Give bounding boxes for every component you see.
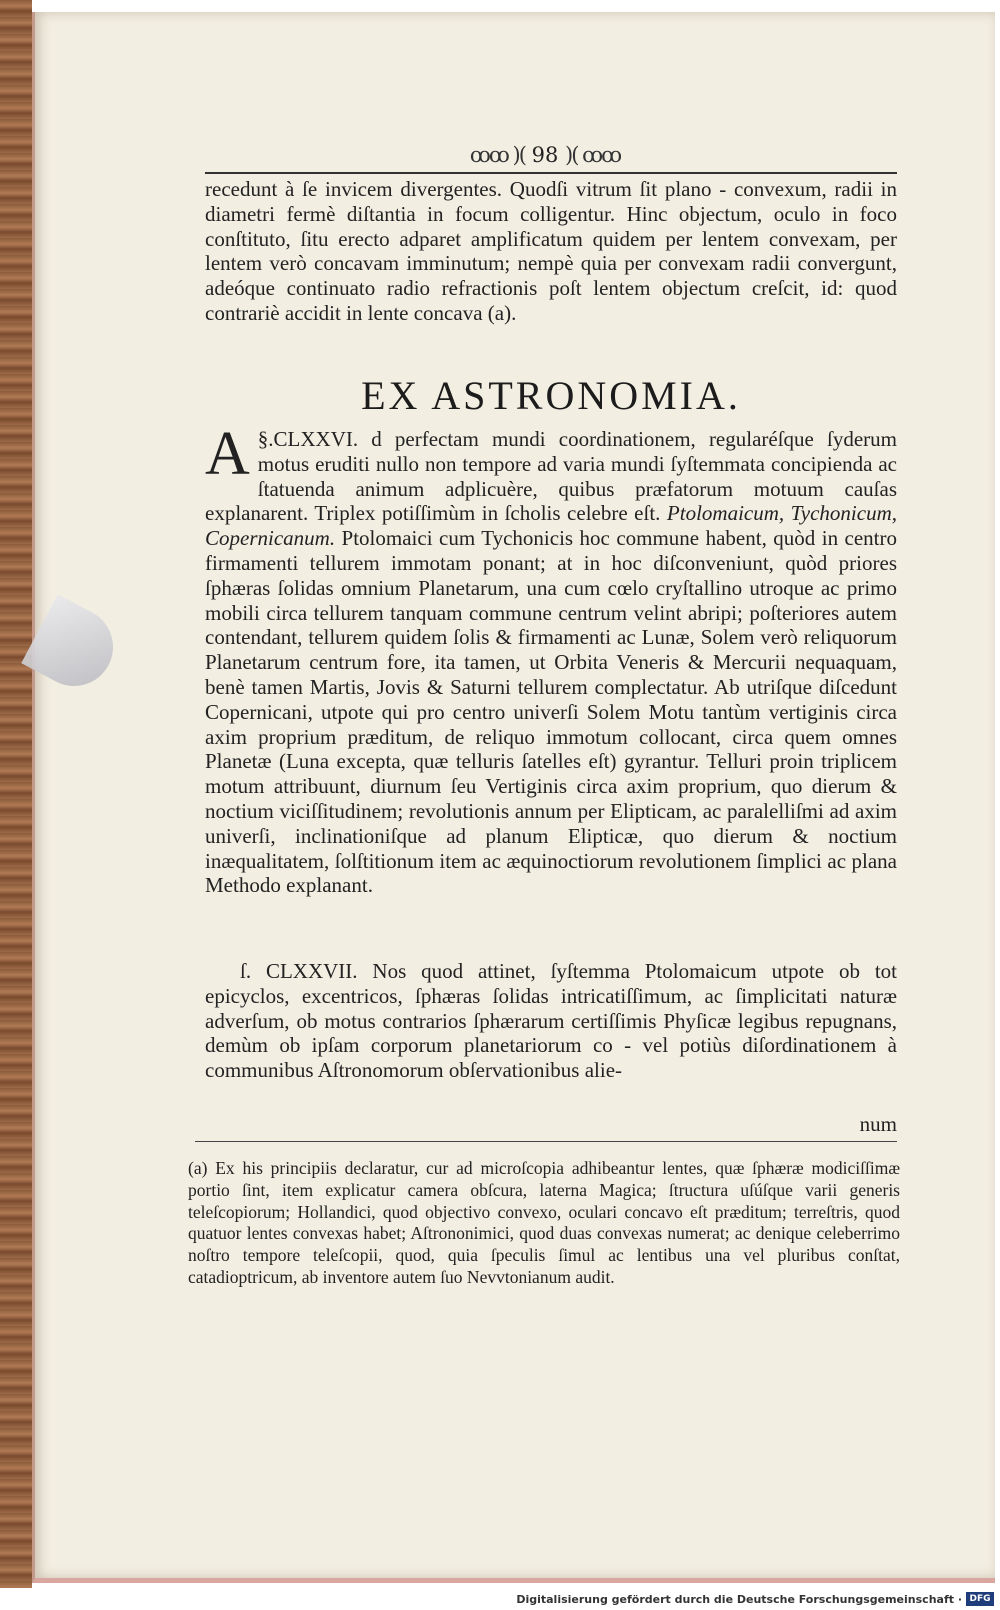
- dropcap-letter: A: [205, 420, 250, 488]
- digitization-credit: Digitalisierung gefördert durch die Deutsche Forschungsgemeinschaft ·: [516, 1593, 962, 1606]
- intro-text: recedunt à ſe invicem divergentes. Quodſi vitrum ſit plano - convexum, radii in diametri fermè diſtantia in focum colligentur. Hinc objectum, oculo in foco conſtituto, ſitu erecto adparet amplificatum quidem per lentem convexam, per lentem verò concavam imminutum; nempè quia per convexam radii convergunt, adeóque continuato radio refractionis poſt lentem objectum creſcit, id: quod contrariè accidit in lente concava (a).: [205, 177, 897, 325]
- page-clip: [21, 594, 126, 699]
- footnote-rule: [195, 1141, 897, 1142]
- intro-paragraph: [205, 177, 897, 326]
- dfg-logo-icon: DFG: [966, 1592, 994, 1606]
- section-177: [205, 959, 897, 1083]
- ornament-left-icon: ꝏꝏ )(: [469, 143, 525, 167]
- section-title: EX ASTRONOMIA.: [361, 373, 741, 418]
- header-rule: [205, 172, 897, 174]
- ornament-right-icon: )( ꝏꝏ: [565, 143, 621, 167]
- section-176-text-2: Ptolomaici cum Tychonicis hoc commune habent, quòd in centro firmamenti tellurem immotam ponant; at in hoc diſconveniunt, quòd priores ſphæras ſolidas omnium Planetarum, una cum cœlo cryſtallino utroque ac primo mobili circa tellurem tanquam commune centrum velint abripi; poſteriores autem contendant, tellurem quidem ſolis & firmamenti ac Lunæ, Solem verò reliquorum Planetarum centrum fore, ita tamen, ut Orbita Veneris & Mercurii nequaquam, benè tamen Martis, Jovis & Saturni tellurem complectatur. Ab utriſque diſcedunt Copernicani, utpote qui pro centro univerſi Solem Motu tantùm vertiginis circa axim proprium præditum, de reliquo immotum collocant, circa quem omnes Planetæ (Luna excepta, quæ telluris ſatelles eſt) gyrantur. Telluri proin triplicem motum attribuunt, diurnum ſeu Vertiginis circa axim proprium, quo dierum & noctium viciſſitudinem; revolutionis annum per Elipticam, ac paralelliſmi ad axim univerſi, inclinationiſque ad planum Elipticæ, quo dierum & noctium inæqualitatem, ſolſtitionum item ac æquinoctiorum revolutionem ſimplici ac plana Methodo explanant.: [205, 526, 898, 898]
- book-binding-edge: [0, 0, 32, 1588]
- section-177-label: ſ. CLXXVII.: [240, 959, 358, 983]
- section-176-text-1: d perfectam mundi coordinationem, regularéſque ſyderum motus eruditi nullo non tempore ad varia mundi ſyſtemmata concipienda ac ſtatuenda animum adplicuère, quibus præfatorum motuum cauſas explanarent. Triplex potiſſimùm in ſcholis celebre eſt.: [205, 427, 897, 526]
- running-header: [395, 143, 695, 171]
- catchword: num: [859, 1112, 897, 1136]
- footnote: (a) Ex his principiis declaratur, cur ad microſcopia adhibeantur lentes, quæ ſphæræ modiciſſimæ portio ſint, item explicatur camera obſcura, laterna Magica; ſtructura uſúſque varii generis teleſcopiorum; Hollandici, quod objectivo convexo, oculari concavo eſt præditum; terreſtris, quod quatuor lentes convexas habet; Aſtrononimici, quod duas convexas numerat; ac denique celeberrimo noſtro tempore teleſcopii, quod, quia ſpeculis ſimul ac lentibus una vel pluribus conſtat, catadioptricum, ab inventore autem ſuo Nevvtonianum audit.: [188, 1158, 900, 1287]
- page-number: 98: [531, 143, 559, 167]
- section-177-text: Nos quod attinet, ſyſtemma Ptolomaicum utpote ob tot epicyclos, excentricos, ſphæras ſolidas intricatiſſimum, ac ſimplicitati naturæ adverſum, ob motus contrarios ſphærarum certiſſimis Phyſicæ legibus repugnans, demùm ob ipſam corporum planetariorum co - vel potiùs diſordinationem à communibus Aſtronomorum obſervationibus alie-: [205, 959, 898, 1083]
- section-176: [205, 420, 898, 898]
- section-176-label: §.CLXXVI.: [257, 427, 359, 451]
- systems-list: Ptolomaicum, Tychonicum, Copernicanum.: [205, 501, 897, 551]
